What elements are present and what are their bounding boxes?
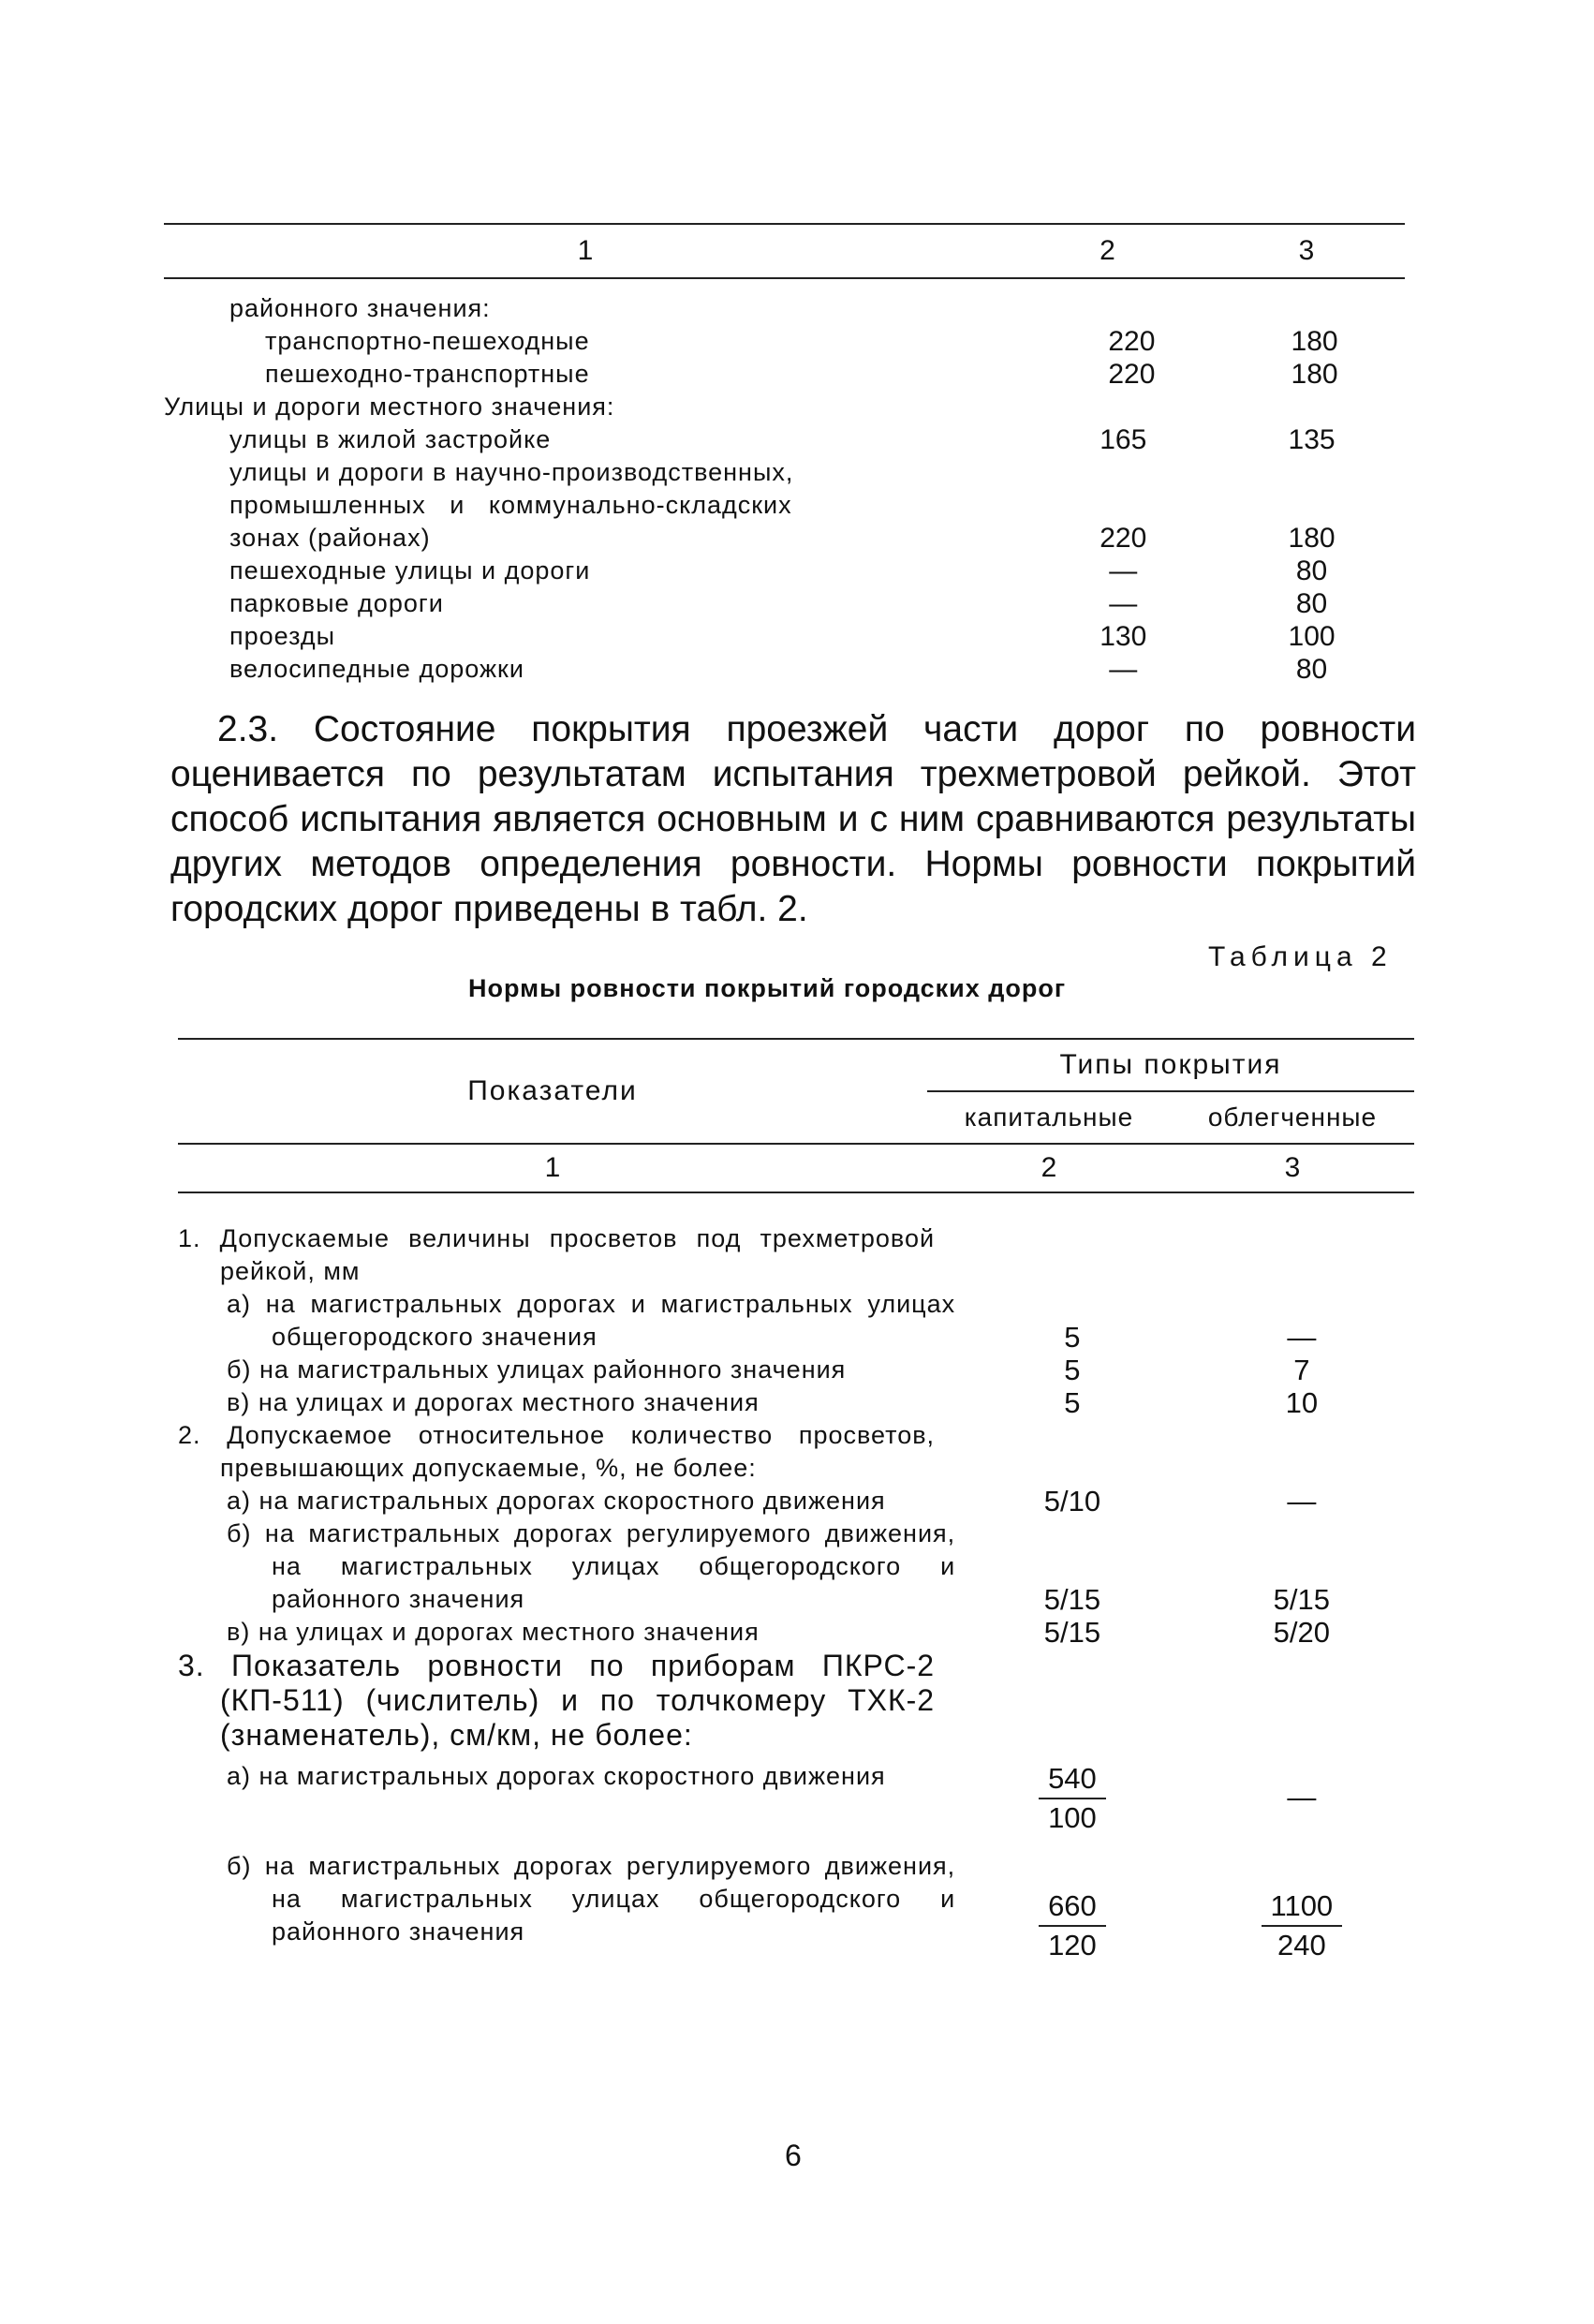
page-number: 6 <box>785 2139 802 2172</box>
table-row <box>164 391 1405 423</box>
row-value-col3: — <box>1287 1321 1317 1354</box>
table-row <box>178 1419 1414 1485</box>
row-label: районного значения: <box>229 294 491 322</box>
fraction-denominator: 100 <box>1048 1801 1097 1834</box>
table-2-sub-light: облегченные <box>1207 1103 1378 1132</box>
fraction-denominator: 120 <box>1048 1929 1097 1961</box>
row-value-col3: 5/15 <box>1273 1583 1331 1616</box>
row-text: а) на магистральных дорогах и магистральных улицах общегородского значения <box>227 1290 956 1351</box>
row-text: 1. Допускаемые величины просветов под трехметровой рейкой, мм <box>178 1224 936 1285</box>
row-value-col3: 135 <box>1288 423 1336 455</box>
table-1-header-rule <box>164 277 1405 279</box>
row-value-col2: — <box>1109 587 1138 619</box>
fraction-value <box>1262 1887 1343 1964</box>
row-text: б) на магистральных дорогах регулируемого движения, на магистральных улицах общегородского и районного значения <box>227 1852 956 1946</box>
row-value-col3: 10 <box>1285 1386 1319 1419</box>
table-row <box>178 1386 1414 1419</box>
row-text: в) на улицах и дорогах местного значения <box>227 1388 760 1416</box>
row-value-col3: — <box>1287 1781 1317 1813</box>
row-value-col2: 5 <box>1064 1386 1081 1419</box>
table-2-num-2: 2 <box>1041 1152 1057 1183</box>
table-row <box>178 1760 1414 1837</box>
row-label: пешеходные улицы и дороги <box>229 556 591 585</box>
row-label: улицы в жилой застройке <box>229 425 552 453</box>
row-value-col3: — <box>1287 1485 1317 1517</box>
table-row <box>164 292 1405 325</box>
row-value-col2: 165 <box>1100 423 1147 455</box>
table-row <box>178 1616 1414 1649</box>
row-text: а) на магистральных дорогах скоростного движения <box>227 1762 886 1790</box>
row-label: парковые дороги <box>229 589 444 617</box>
row-value-col2: 5/15 <box>1043 1583 1101 1616</box>
table-2-number-rule <box>178 1192 1414 1193</box>
row-value-col3 <box>1189 1850 1414 1964</box>
table-row <box>164 555 1405 587</box>
fraction-numerator: 1100 <box>1262 1887 1343 1927</box>
table-row <box>164 423 1405 456</box>
row-value-col3: 100 <box>1288 620 1336 652</box>
table-1-header-row <box>164 225 1405 277</box>
row-value-col2: 220 <box>1100 522 1147 554</box>
table-2-sub-capital: капитальные <box>964 1103 1134 1132</box>
fraction-numerator: 660 <box>1039 1887 1106 1927</box>
fraction-denominator: 240 <box>1277 1929 1326 1961</box>
table-row <box>178 1222 1414 1288</box>
table-row <box>164 325 1405 358</box>
paragraph-2-3: 2.3. Состояние покрытия проезжей части дорог по ровности оценивается по результатам испытания трехметровой рейкой. Этот способ испытания является основным и с ним сравниваются результаты других методов определения ровности. Нормы ровности покрытий городских дорог приведены в табл. 2. <box>170 709 1416 929</box>
row-value-col2: 5 <box>1064 1321 1081 1354</box>
row-value-col2: 220 <box>1108 358 1156 390</box>
row-text: а) на магистральных дорогах скоростного движения <box>227 1487 886 1515</box>
table-2-body <box>178 1222 1414 1964</box>
row-value-col3: 80 <box>1295 587 1328 619</box>
row-value-col2 <box>955 1850 1189 1964</box>
table-2-num-1: 1 <box>544 1152 561 1183</box>
table-row <box>178 1288 1414 1354</box>
table-row <box>164 522 1405 555</box>
table-2-group-label: Типы покрытия <box>927 1040 1414 1092</box>
table-1-col-1-number: 1 <box>577 235 594 266</box>
row-text: б) на магистральных улицах районного значения <box>227 1355 847 1384</box>
table-row <box>178 1850 1414 1964</box>
row-value-col2: 130 <box>1100 620 1147 652</box>
fraction-value <box>1039 1760 1106 1837</box>
row-label: велосипедные дорожки <box>229 655 524 683</box>
fraction-numerator: 540 <box>1039 1760 1106 1799</box>
row-value-col3: 80 <box>1295 555 1328 586</box>
table-row <box>164 456 1405 489</box>
table-row <box>178 1517 1414 1616</box>
row-value-col3: 5/20 <box>1273 1616 1331 1649</box>
table-row <box>164 653 1405 686</box>
row-label: Улицы и дороги местного значения: <box>164 392 615 421</box>
row-label: транспортно-пешеходные <box>265 327 590 355</box>
row-value-col2: — <box>1109 555 1138 586</box>
table-2-num-3: 3 <box>1284 1152 1301 1183</box>
table-row <box>164 620 1405 653</box>
table-1-continuation <box>164 223 1405 686</box>
row-label: улицы и дороги в научно-производственных, <box>229 458 794 486</box>
row-value-col3: 180 <box>1288 522 1336 554</box>
table-row <box>164 587 1405 620</box>
table-2-col-group <box>927 1040 1414 1143</box>
table-2-title: Нормы ровности покрытий городских дорог <box>468 974 1067 1002</box>
table-1-col-2-number: 2 <box>1100 235 1115 266</box>
table-row <box>164 358 1405 391</box>
row-value-col3: 180 <box>1291 358 1338 390</box>
row-value-col2: 5/15 <box>1043 1616 1101 1649</box>
table-row <box>164 489 1405 522</box>
row-value-col3: 180 <box>1291 325 1338 357</box>
table-row <box>178 1354 1414 1386</box>
row-label: проезды <box>229 622 336 650</box>
table-2-head <box>178 1040 1414 1143</box>
fraction-value <box>1039 1887 1106 1964</box>
row-value-col2: 220 <box>1108 325 1156 357</box>
row-value-col2: — <box>1109 653 1138 685</box>
row-value-col3: 80 <box>1295 653 1328 685</box>
row-value-col3: 7 <box>1293 1354 1310 1386</box>
row-text: в) на улицах и дорогах местного значения <box>227 1618 760 1646</box>
row-text: 3. Показатель ровности по приборам ПКРС-2 (КП-511) (числитель) и по толчкомеру ТХК-2 (знаменатель), см/км, не более: <box>178 1649 936 1752</box>
table-row <box>178 1649 1414 1753</box>
table-2-number-row <box>178 1145 1414 1192</box>
table-1-col-3-number: 3 <box>1298 235 1315 266</box>
row-label: зонах (районах) <box>229 524 431 552</box>
table-2-header <box>178 1038 1414 1193</box>
table-2-subheaders <box>927 1092 1414 1143</box>
row-label: промышленных и коммунально-складских <box>229 491 792 519</box>
row-value-col2: 5/10 <box>1043 1485 1101 1517</box>
row-value-col2: 5 <box>1064 1354 1081 1386</box>
table-row <box>178 1485 1414 1517</box>
row-text: 2. Допускаемое относительное количество просветов, превышающих допускаемые, %, не более: <box>178 1421 936 1482</box>
table-2-label: Таблица 2 <box>1208 941 1393 972</box>
row-value-col2 <box>955 1760 1189 1837</box>
row-text: б) на магистральных дорогах регулируемого движения, на магистральных улицах общегородского и районного значения <box>227 1519 956 1613</box>
table-2-col-indicators: Показатели <box>467 1075 638 1106</box>
row-label: пешеходно-транспортные <box>265 360 590 388</box>
body-paragraph <box>170 707 1416 932</box>
